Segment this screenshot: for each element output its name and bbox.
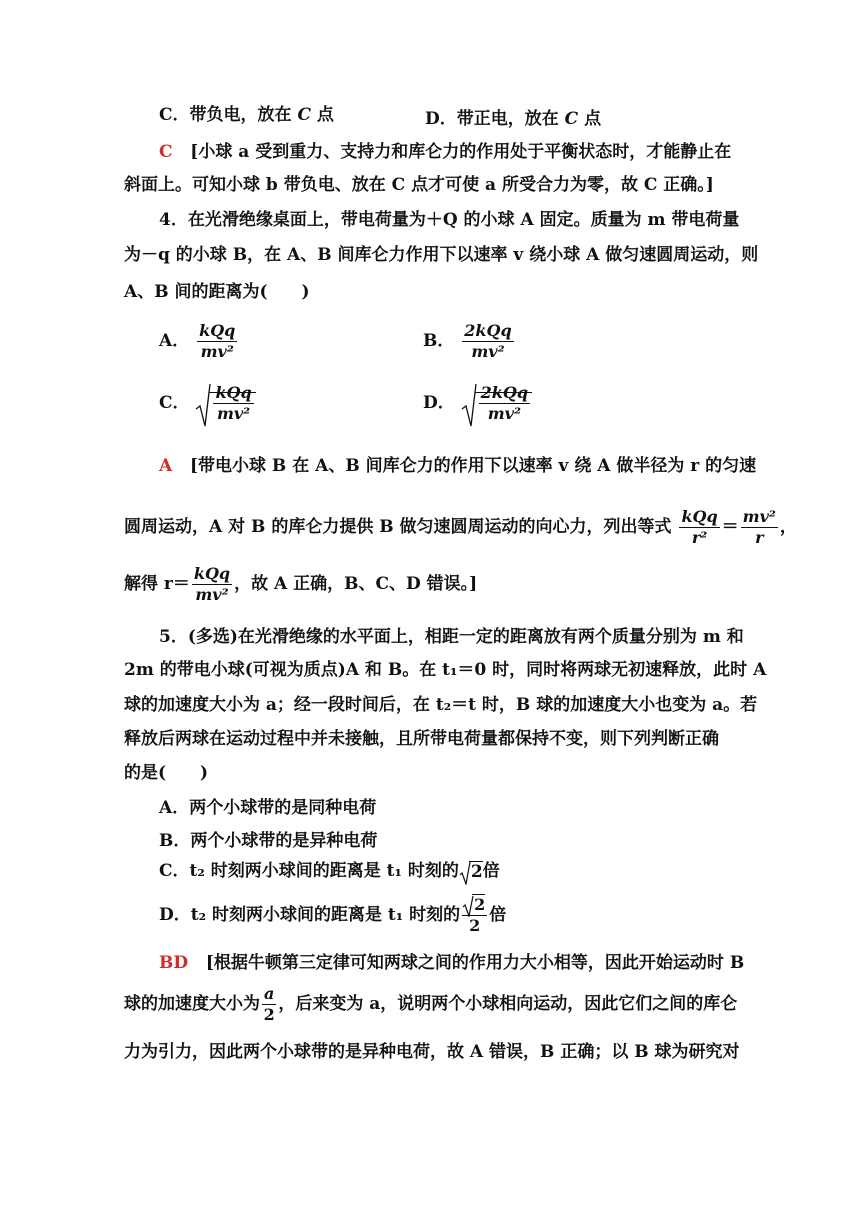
q5-answer: BD	[159, 953, 189, 973]
q5-explanation-text-2a: 球的加速度大小为	[124, 994, 260, 1014]
q3-option-c-var: C	[297, 105, 311, 125]
q5-option-c-radicand: 2	[470, 861, 483, 882]
q4-equation-right-denominator: r	[755, 528, 764, 547]
q3-option-c	[159, 104, 334, 126]
q4-equation-end: ，	[779, 517, 797, 537]
q5-option-d-fraction	[462, 895, 487, 936]
q4-option-d	[423, 383, 532, 424]
q4-option-b-denominator: mv²	[471, 342, 505, 361]
q4-stem-line-3: A、B 间的距离为( )	[124, 282, 310, 302]
q5-option-d-numerator: 2	[474, 895, 486, 914]
q4-explanation-text-2: 圆周运动，A 对 B 的库仑力提供 B 做匀速圆周运动的向心力，列出等式	[124, 517, 672, 537]
q4-equation-left-denominator: r²	[691, 528, 708, 547]
q4-solution-numerator: kQq	[193, 564, 231, 583]
q4-solution-fraction	[192, 564, 232, 605]
q4-solution-denominator: mv²	[195, 585, 229, 604]
radical-sign-icon	[195, 383, 211, 427]
q3-option-d-text: D．带正电，放在	[425, 109, 559, 129]
q5-stem-line-5: 的是( )	[124, 763, 209, 783]
q4-explanation-solution-suffix: ，故 A 正确，B、C、D 错误。]	[234, 574, 478, 594]
q5-option-c-text: C．t₂ 时刻两小球间的距离是 t₁ 时刻的	[159, 861, 459, 881]
q5-explanation-text-1: [根据牛顿第三定律可知两球之间的作用力大小相等，因此开始运动时 B	[205, 953, 745, 973]
q4-explanation-line-2	[124, 503, 797, 551]
q4-option-c-label: C．	[159, 393, 190, 413]
q4-option-c-numerator: kQq	[215, 383, 252, 402]
q5-stem-line-1: 5．(多选)在光滑绝缘的水平面上，相距一定的距离放有两个质量分别为 m 和	[159, 627, 744, 647]
q5-option-b: B．两个小球带的是异种电荷	[159, 831, 378, 851]
q3-explanation-text-1: [小球 a 受到重力、支持力和库仑力的作用处于平衡状态时，才能静止在	[190, 142, 732, 162]
q4-explanation-text-1: [带电小球 B 在 A、B 间库仑力的作用下以速率 v 绕 A 做半径为 r 的匀速	[189, 456, 757, 476]
q5-option-c	[159, 860, 500, 883]
q3-option-d-suffix: 点	[584, 109, 602, 129]
q4-stem-line-1: 4．在光滑绝缘桌面上，带电荷量为＋Q 的小球 A 固定。质量为 m 带电荷量	[159, 210, 740, 230]
q3-option-d	[425, 104, 601, 129]
q4-option-a-label: A．	[159, 331, 190, 351]
q5-explanation-line-1	[159, 952, 744, 974]
q5-stem-line-4: 释放后两球在运动过程中并未接触，且所带电荷量都保持不变，则下列判断正确	[124, 729, 719, 749]
q4-equation-right-numerator: mv²	[742, 507, 776, 526]
q5-explanation-line-3: 力为引力，因此两个小球带的是异种电荷，故 A 错误，B 正确；以 B 球为研究对	[124, 1042, 740, 1062]
q3-option-d-var: C	[564, 109, 579, 129]
q5-explanation-text-2b: ，后来变为 a，说明两个小球相向运动，因此它们之间的库仑	[278, 994, 738, 1014]
radical-sign-icon	[459, 861, 471, 885]
q4-option-d-fraction	[479, 383, 530, 424]
q5-option-d-text: D．t₂ 时刻两小球间的距离是 t₁ 时刻的	[159, 905, 461, 925]
q4-option-c	[159, 383, 256, 424]
q4-answer: A	[159, 456, 173, 476]
q4-option-d-numerator: 2kQq	[480, 383, 529, 402]
q4-option-b-fraction	[462, 321, 513, 362]
q3-answer: C	[159, 142, 173, 162]
q5-option-d	[159, 893, 506, 937]
q5-explanation-line-2	[124, 982, 737, 1026]
q4-explanation-solution-prefix: 解得 r＝	[124, 574, 190, 594]
q5-option-d-end: 倍	[489, 905, 507, 925]
q4-option-c-sqrt	[195, 383, 255, 424]
q3-option-c-text: C．带负电，放在	[159, 105, 292, 125]
q3-explanation-text-2: 斜面上。可知小球 b 带负电、放在 C 点才可使 a 所受合力为零，故 C 正确。]	[124, 175, 714, 195]
q4-explanation-line-3	[124, 560, 477, 608]
q4-equation-left-numerator: kQq	[681, 507, 718, 526]
q4-option-d-denominator: mv²	[487, 404, 521, 423]
q4-option-b	[423, 321, 516, 362]
q5-explanation-denominator: 2	[263, 1005, 275, 1024]
q4-equation-right	[741, 507, 778, 548]
q4-option-d-sqrt	[461, 383, 532, 424]
q5-option-d-denominator: 2	[469, 916, 481, 935]
q4-option-a-denominator: mv²	[200, 342, 234, 361]
q4-stem-line-2: 为－q 的小球 B，在 A、B 间库仑力作用下以速率 v 绕小球 A 做匀速圆周运动，则	[124, 245, 759, 265]
q4-option-c-fraction	[213, 383, 253, 424]
q4-option-d-label: D．	[423, 393, 455, 413]
radical-sign-icon	[462, 895, 474, 917]
q5-option-d-numerator-sqrt	[462, 895, 487, 916]
q4-equation-left	[679, 507, 719, 548]
q4-equation-equals: ＝	[721, 517, 739, 537]
q3-option-c-suffix: 点	[316, 105, 334, 125]
q4-option-c-denominator: mv²	[216, 404, 251, 423]
q4-option-a-numerator: kQq	[199, 321, 236, 340]
q5-option-c-sqrt	[459, 861, 483, 883]
q4-option-a	[159, 321, 239, 362]
q5-option-c-end: 倍	[482, 861, 500, 881]
q5-explanation-fraction	[262, 984, 276, 1025]
q4-option-b-numerator: 2kQq	[464, 321, 512, 340]
q5-option-a: A．两个小球带的是同种电荷	[159, 798, 377, 818]
q5-explanation-numerator: a	[264, 984, 275, 1003]
q3-explanation-line-2	[124, 174, 714, 196]
q4-option-a-fraction	[197, 321, 237, 362]
q5-stem-line-2: 2m 的带电小球(可视为质点)A 和 B。在 t₁＝0 时，同时将两球无初速释放，此时 A	[124, 660, 767, 680]
q3-explanation-line-1	[159, 141, 731, 163]
q4-explanation-line-1	[159, 455, 756, 477]
q4-option-b-label: B．	[423, 331, 455, 351]
q5-stem-line-3: 球的加速度大小为 a；经一段时间后，在 t₂＝t 时，B 球的加速度大小也变为 a。若	[124, 695, 758, 715]
radical-sign-icon	[461, 383, 477, 427]
